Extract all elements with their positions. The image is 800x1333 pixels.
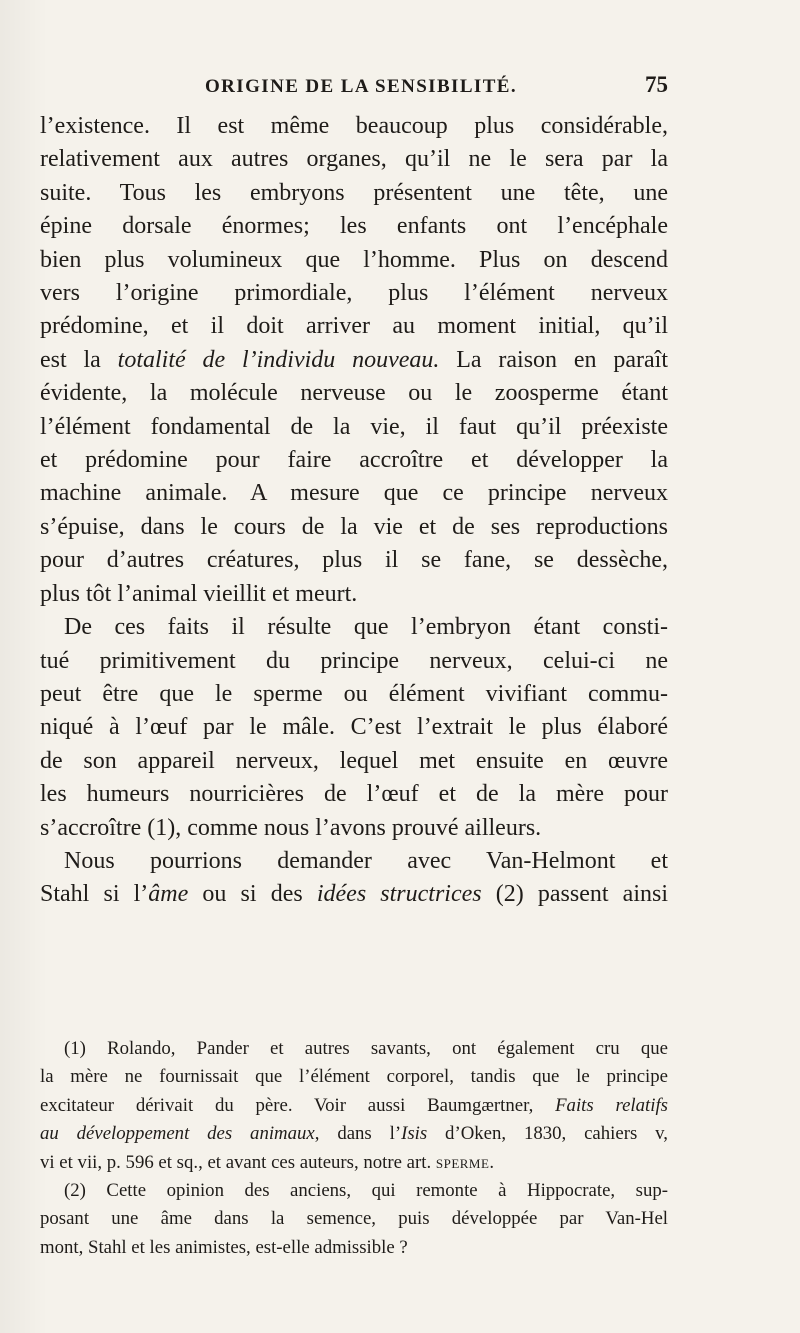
- text-line: évidente, la molécule nerveuse ou le zoosperme étant: [40, 380, 668, 407]
- text-line-mixed: [40, 878, 668, 911]
- text-line: Nous pourrions demander avec Van-Helmont et: [64, 847, 668, 874]
- text-line: et prédomine pour faire accroître et développer la: [40, 447, 668, 474]
- text-run: ou si des: [188, 881, 317, 908]
- main-text: [40, 110, 668, 912]
- text-run: , dans l’: [314, 1123, 402, 1145]
- text-run: est la: [40, 346, 118, 373]
- italic-word: âme: [148, 881, 189, 908]
- text-line: s’épuise, dans le cours de la vie et de ses reproductions: [40, 513, 668, 540]
- paragraph-3: [40, 845, 668, 912]
- text-run: (2) passent ainsi: [481, 881, 669, 908]
- footnote-line: (2) Cette opinion des anciens, qui remonte à Hippocrate, sup-: [64, 1180, 668, 1202]
- italic-phrase: idées structrices: [316, 881, 482, 908]
- footnote-line-mixed: [40, 1092, 668, 1120]
- footnote-2: [40, 1177, 668, 1262]
- text-line-mixed: [40, 344, 668, 377]
- text-line: vers l’origine primordiale, plus l’élément nerveux: [40, 280, 668, 307]
- footnote-line: mont, Stahl et les animistes, est-elle admissible ?: [40, 1236, 408, 1258]
- text-run: La raison en paraît: [439, 346, 669, 373]
- smallcaps-word: sperme.: [435, 1151, 495, 1173]
- footnotes: [40, 1035, 668, 1262]
- text-run: vi et vii, p. 596 et sq., et avant ces auteurs, notre art.: [40, 1151, 436, 1173]
- text-line: pour d’autres créatures, plus il se fane, se dessèche,: [40, 547, 668, 574]
- text-run: excitateur dérivait du père. Voir aussi Baumgærtner,: [40, 1094, 556, 1116]
- text-line: prédomine, et il doit arriver au moment initial, qu’il: [40, 313, 668, 340]
- italic-word: Isis: [401, 1123, 428, 1145]
- paragraph-2: [40, 611, 668, 845]
- text-line: niqué à l’œuf par le mâle. C’est l’extrait le plus élaboré: [40, 714, 668, 741]
- text-line: De ces faits il résulte que l’embryon étant consti-: [64, 614, 668, 641]
- text-line: bien plus volumineux que l’homme. Plus on descend: [40, 246, 668, 273]
- footnote-1: [40, 1035, 668, 1177]
- text-line: l’élément fondamental de la vie, il faut qu’il préexiste: [40, 413, 668, 440]
- page-number: 75: [645, 72, 668, 97]
- footnote-line-mixed: [40, 1149, 668, 1177]
- text-line: machine animale. A mesure que ce principe nerveux: [40, 480, 668, 507]
- paragraph-1: [40, 110, 668, 611]
- running-head: [40, 72, 668, 106]
- text-line: tué primitivement du principe nerveux, celui-ci ne: [40, 647, 668, 674]
- text-line: peut être que le sperme ou élément vivifiant commu-: [40, 680, 668, 707]
- italic-phrase: totalité de l’individu nouveau.: [117, 346, 440, 373]
- text-line: épine dorsale énormes; les enfants ont l’encéphale: [40, 213, 668, 240]
- text-run: d’Oken, 1830, cahiers v,: [427, 1123, 668, 1145]
- footnote-line: la mère ne fournissait que l’élément corporel, tandis que le principe: [40, 1066, 668, 1088]
- running-title: ORIGINE DE LA SENSIBILITÉ.: [205, 76, 518, 97]
- text-line: l’existence. Il est même beaucoup plus considérable,: [40, 113, 668, 139]
- text-line: plus tôt l’animal vieillit et meurt.: [40, 580, 358, 607]
- text-line: s’accroître (1), comme nous l’avons prouvé ailleurs.: [40, 814, 542, 841]
- text-line: les humeurs nourricières de l’œuf et de la mère pour: [40, 781, 668, 808]
- text-line: suite. Tous les embryons présentent une tête, une: [40, 179, 668, 206]
- italic-title: au développement des animaux: [40, 1123, 315, 1145]
- text-run: Stahl si l’: [40, 881, 149, 908]
- footnote-line: (1) Rolando, Pander et autres savants, ont également cru que: [64, 1038, 668, 1059]
- footnote-line-mixed: [40, 1120, 668, 1148]
- text-line: relativement aux autres organes, qu’il ne le sera par la: [40, 146, 668, 173]
- text-line: de son appareil nerveux, lequel met ensuite en œuvre: [40, 747, 668, 774]
- italic-title: Faits relatifs: [555, 1094, 668, 1116]
- footnote-line: posant une âme dans la semence, puis développée par Van-Hel: [40, 1208, 668, 1230]
